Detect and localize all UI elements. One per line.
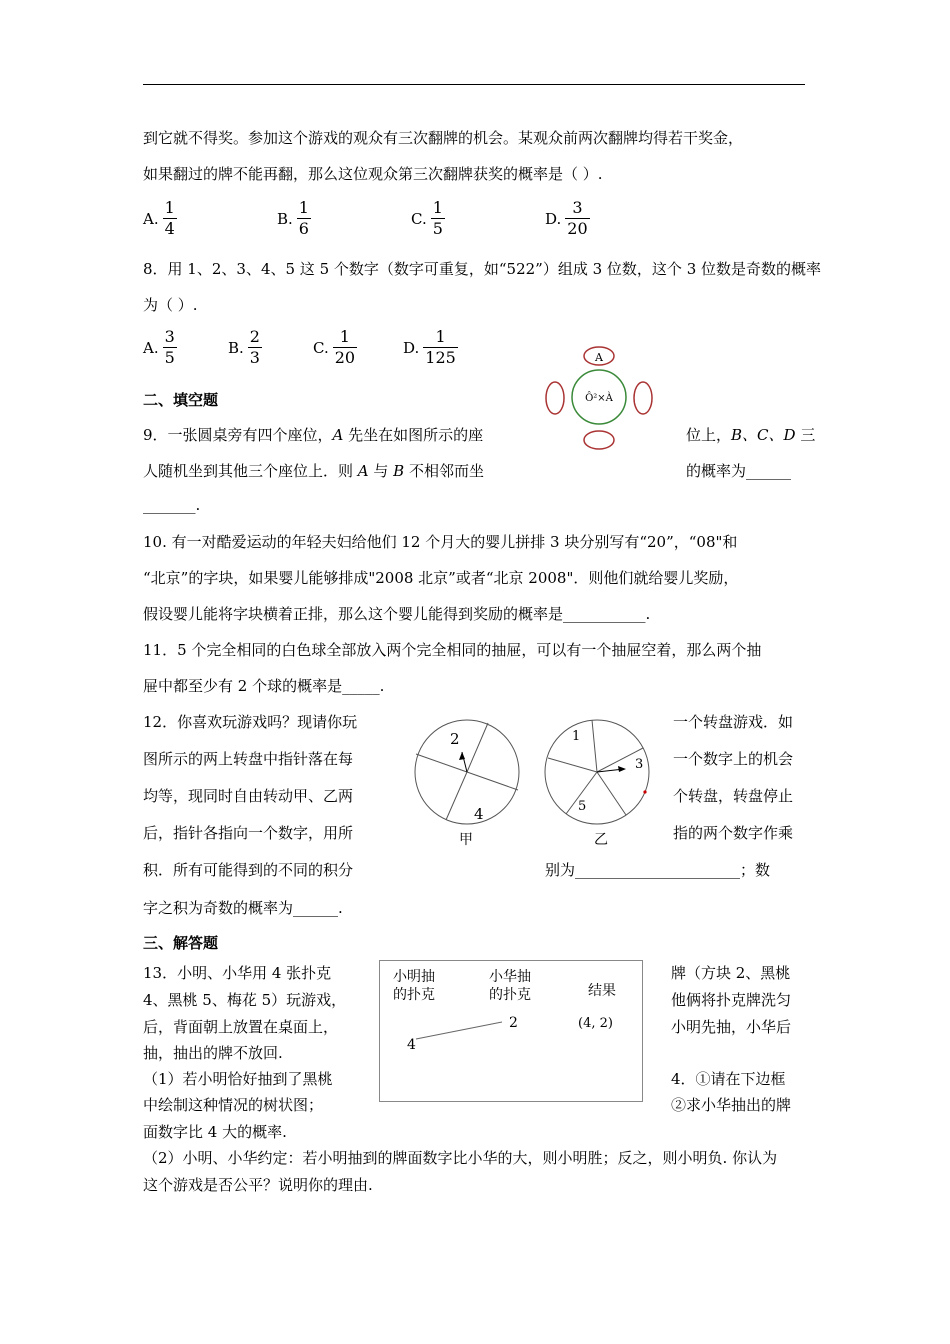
denominator: 5 bbox=[432, 219, 443, 239]
tree-node-xiaoming: 4 bbox=[407, 1037, 416, 1053]
q11-line1: 11．5 个完全相同的白色球全部放入两个完全相同的抽屉，可以有一个抽屉空着，那么两个抽 bbox=[143, 641, 762, 659]
q13-l1: 13．小明、小华用 4 张扑克 bbox=[143, 964, 332, 982]
q7-line1: 到它就不得奖。参加这个游戏的观众有三次翻牌的机会。某观众前两次翻牌均得若干奖金， bbox=[143, 129, 744, 147]
spinner-yi bbox=[542, 716, 654, 852]
spinner-yi-divider bbox=[548, 758, 597, 772]
denominator: 20 bbox=[334, 348, 356, 368]
option-label: B. bbox=[277, 209, 293, 228]
spinner-jia bbox=[412, 716, 524, 852]
q8-option-a bbox=[143, 328, 177, 368]
tree-diagram bbox=[380, 961, 642, 1101]
q12-r3: 个转盘，转盘停止 bbox=[673, 787, 794, 805]
option-label: D. bbox=[403, 338, 420, 357]
spinner-jia-divider bbox=[416, 754, 467, 772]
option-label: C. bbox=[411, 209, 427, 228]
q7-line2: 如果翻过的牌不能再翻，那么这位观众第三次翻牌获奖的概率是（ ）. bbox=[143, 165, 603, 183]
denominator: 20 bbox=[567, 219, 588, 239]
q8-option-c bbox=[313, 328, 357, 368]
q12-r1: 一个转盘游戏．如 bbox=[673, 713, 794, 731]
fraction bbox=[297, 199, 311, 239]
q9-text: 先坐在如图所示的座 bbox=[343, 426, 484, 444]
q9-line1-left bbox=[143, 424, 483, 445]
q7-option-d bbox=[545, 199, 590, 239]
spinner-yi-number: 1 bbox=[572, 729, 581, 744]
q7-option-b bbox=[277, 199, 311, 239]
numerator: 1 bbox=[297, 199, 311, 219]
spinner-jia-number: 4 bbox=[474, 805, 484, 823]
fraction bbox=[163, 199, 177, 239]
spinner-yi-label: 乙 bbox=[594, 832, 608, 848]
tree-col1-header: 小明抽 bbox=[393, 969, 435, 985]
tree-col1-header: 的扑克 bbox=[393, 987, 435, 1003]
denominator: 125 bbox=[425, 348, 456, 368]
q13-r6: ②求小华抽出的牌 bbox=[671, 1096, 792, 1114]
denominator: 5 bbox=[164, 348, 175, 368]
tree-col3-header: 结果 bbox=[588, 983, 616, 999]
q9-text: 人随机坐到其他三个座位上．则 bbox=[143, 462, 358, 480]
q9-text: 三 bbox=[795, 426, 816, 444]
table-center-label: Ô²×À bbox=[585, 393, 613, 404]
q12-l5: 积．所有可能得到的不同的积分 bbox=[143, 861, 354, 879]
numerator: 3 bbox=[565, 199, 589, 219]
option-label: B. bbox=[228, 338, 244, 357]
fraction bbox=[163, 328, 177, 368]
q9-var-b: B bbox=[393, 462, 405, 480]
q8-line2: 为（ ）. bbox=[143, 296, 198, 314]
spinner-jia-divider bbox=[467, 723, 488, 772]
tree-diagram-box bbox=[379, 960, 643, 1102]
q13-r5: 4．①请在下边框 bbox=[671, 1070, 786, 1088]
tree-result: (4, 2) bbox=[578, 1016, 613, 1031]
q13-l4: 抽，抽出的牌不放回. bbox=[143, 1044, 283, 1062]
q13-l8: （2）小明、小华约定：若小明抽到的牌面数字比小华的大，则小明胜；反之，则小明负. 你认为 bbox=[143, 1149, 778, 1167]
q11-line2: 屉中都至少有 2 个球的概率是_____. bbox=[143, 677, 385, 695]
q9-text: 位上， bbox=[686, 426, 732, 444]
q13-r3: 小明先抽，小华后 bbox=[671, 1018, 792, 1036]
numerator: 1 bbox=[431, 199, 445, 219]
q9-line2-right: 的概率为______ bbox=[686, 462, 792, 480]
q12-l1: 12．你喜欢玩游戏吗？现请你玩 bbox=[143, 713, 358, 731]
seat-right bbox=[634, 382, 652, 414]
spinner-yi-number: 5 bbox=[578, 799, 587, 814]
spinner-yi-marker bbox=[643, 790, 646, 793]
q8-option-b bbox=[228, 328, 262, 368]
round-table-figure bbox=[540, 344, 658, 454]
option-label: A. bbox=[143, 338, 159, 357]
fraction bbox=[431, 199, 445, 239]
denominator: 6 bbox=[298, 219, 309, 239]
q13-l5: （1）若小明恰好抽到了黑桃 bbox=[143, 1070, 333, 1088]
spinner-jia-pointer-head bbox=[459, 752, 465, 760]
q13-l2: 4、黑桃 5、梅花 5）玩游戏， bbox=[143, 991, 347, 1009]
numerator: 2 bbox=[248, 328, 262, 348]
q7-option-c bbox=[411, 199, 445, 239]
fraction bbox=[248, 328, 262, 368]
q12-r4: 指的两个数字作乘 bbox=[673, 824, 794, 842]
q9-var-bcd: B、C、D bbox=[731, 426, 796, 444]
seat-bottom bbox=[584, 431, 614, 449]
q9-var-a: A bbox=[357, 462, 369, 480]
numerator: 1 bbox=[163, 199, 177, 219]
q9-text: 不相邻而坐 bbox=[404, 462, 484, 480]
q12-r2: 一个数字上的机会 bbox=[673, 750, 794, 768]
option-label: D. bbox=[545, 209, 562, 228]
q12-l6: 字之积为奇数的概率为______. bbox=[143, 899, 343, 917]
header-rule bbox=[143, 84, 805, 85]
q8-line1: 8．用 1、2、3、4、5 这 5 个数字（数字可重复，如“522”）组成 3 位数，这个 3 位数是奇数的概率 bbox=[143, 260, 822, 278]
numerator: 3 bbox=[163, 328, 177, 348]
q9-var-a: A bbox=[332, 426, 344, 444]
q13-l9: 这个游戏是否公平？说明你的理由. bbox=[143, 1176, 373, 1194]
fraction bbox=[333, 328, 357, 368]
q8-option-d bbox=[403, 328, 458, 368]
spinner-yi-pointer-head bbox=[618, 766, 626, 772]
spinner-jia-number: 2 bbox=[450, 730, 460, 748]
q10-line2: “北京”的字块，如果婴儿能够排成"2008 北京”或者“北京 2008"．则他们就给婴儿奖励， bbox=[143, 569, 739, 587]
q13-l6: 中绘制这种情况的树状图； bbox=[143, 1096, 324, 1114]
tree-node-xiaohua: 2 bbox=[509, 1015, 518, 1031]
option-label: C. bbox=[313, 338, 329, 357]
q9-line2-left bbox=[143, 460, 484, 481]
q9-text: 与 bbox=[368, 462, 394, 480]
spinner-yi-divider bbox=[597, 772, 626, 815]
q13-l3: 后，背面朝上放置在桌面上， bbox=[143, 1018, 339, 1036]
seat-left bbox=[546, 382, 564, 414]
q9-text: 9．一张圆桌旁有四个座位， bbox=[143, 426, 333, 444]
fraction bbox=[423, 328, 458, 368]
spinner-jia-divider bbox=[467, 772, 518, 790]
fraction bbox=[565, 199, 589, 239]
q9-line1-right bbox=[686, 424, 815, 445]
tree-col2-header: 小华抽 bbox=[489, 969, 531, 985]
numerator: 1 bbox=[333, 328, 357, 348]
spinner-yi-number: 3 bbox=[635, 757, 644, 772]
q10-line1: 10. 有一对酷爱运动的年轻夫妇给他们 12 个月大的婴儿拼排 3 块分别写有“20”，“08"和 bbox=[143, 533, 738, 551]
spinner-yi-divider bbox=[592, 720, 597, 772]
seat-a-label: A bbox=[595, 351, 603, 364]
q12-l3: 均等，现同时自由转动甲、乙两 bbox=[143, 787, 354, 805]
q12-l2: 图所示的两上转盘中指针落在每 bbox=[143, 750, 354, 768]
q12-l4: 后，指针各指向一个数字，用所 bbox=[143, 824, 354, 842]
denominator: 4 bbox=[164, 219, 175, 239]
section-heading-answer: 三、解答题 bbox=[143, 934, 219, 952]
q10-line3: 假设婴儿能将字块横着正排，那么这个婴儿能得到奖励的概率是___________. bbox=[143, 605, 651, 623]
spinner-jia-divider bbox=[446, 772, 467, 820]
section-heading-fill-in: 二、填空题 bbox=[143, 391, 219, 409]
numerator: 1 bbox=[423, 328, 458, 348]
tree-branch bbox=[416, 1022, 502, 1039]
q13-l7: 面数字比 4 大的概率. bbox=[143, 1123, 287, 1141]
q13-r2: 他俩将扑克牌洗匀 bbox=[671, 991, 792, 1009]
option-label: A. bbox=[143, 209, 159, 228]
tree-col2-header: 的扑克 bbox=[489, 987, 531, 1003]
q7-option-a bbox=[143, 199, 177, 239]
denominator: 3 bbox=[249, 348, 260, 368]
q9-line3: _______. bbox=[143, 496, 201, 514]
spinner-jia-label: 甲 bbox=[459, 832, 473, 848]
q13-r1: 牌（方块 2、黑桃 bbox=[671, 964, 791, 982]
q12-r5: 别为______________________；数 bbox=[545, 861, 771, 879]
